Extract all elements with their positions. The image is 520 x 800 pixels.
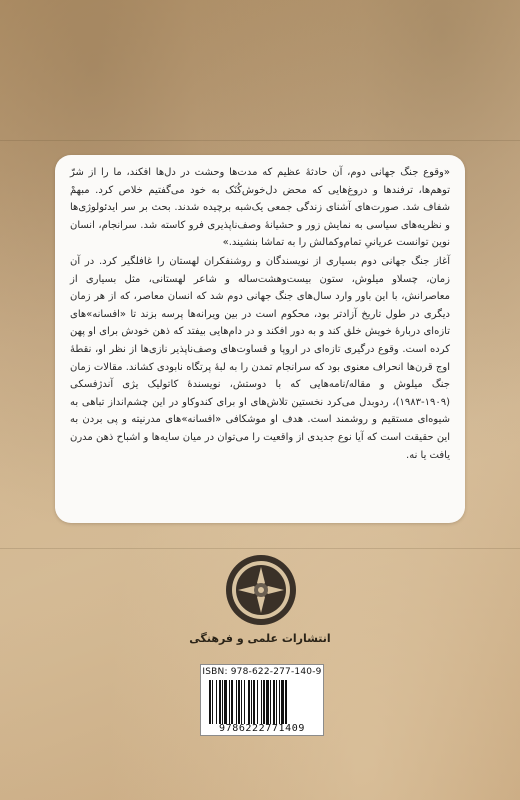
publisher-name: انتشارات علمی و فرهنگی: [189, 632, 331, 645]
barcode-bar: [222, 680, 223, 724]
paper-crease: [0, 140, 520, 141]
blurb-quote-paragraph: «وقوع جنگ جهانی دوم، آن حادثهٔ عظیم که مدت‌ها وحشت در دل‌ها افکند، ما را از شرّ توهم‌ها، ترفندها و دروغ‌هایی که محض دل‌خوش‌کُنَک به خود می‌گفتیم خلاص کرد. مبهم‌ْ شفاف شد. صورت‌های آشنای زندگی جمعی یک‌شبه برچیده شدند. بحث بر سر ایدئولوژی‌ها و نظریه‌های سیاسی به نمایش زور و حشیانهٔ وصف‌ناپذیری فرو کاسته شد. سرانجام، انسان نوین توانست عریانیِ تمام‌وکمالش را به تماشا بنشیند.»: [70, 167, 450, 249]
barcode-bar: [273, 680, 275, 724]
isbn-text: ISBN: 978-622-277-140-9: [202, 667, 322, 677]
paper-crease: [0, 548, 520, 549]
barcode-bar: [270, 680, 271, 724]
barcode-bar: [253, 680, 255, 724]
barcode-bar: [244, 680, 245, 724]
barcode-bar: [263, 680, 265, 724]
publisher-logo-icon: [224, 553, 298, 627]
barcode-bar: [276, 680, 277, 724]
barcode-bar: [212, 680, 213, 724]
barcode-bar: [257, 680, 258, 724]
barcode-bar: [261, 680, 262, 724]
barcode-bar: [216, 680, 217, 724]
barcode-bar: [224, 680, 227, 724]
barcode-bar: [281, 680, 284, 724]
barcode-bar: [238, 680, 240, 724]
barcode-icon: [207, 680, 319, 724]
barcode-bar: [248, 680, 250, 724]
barcode-bar: [236, 680, 237, 724]
barcode-bar: [219, 680, 221, 724]
barcode-bar: [251, 680, 252, 724]
barcode-number: 9786222771409: [218, 723, 306, 734]
barcode-bar: [241, 680, 242, 724]
barcode-bar: [229, 680, 230, 724]
barcode-bar: [279, 680, 280, 724]
barcode-bar: [285, 680, 287, 724]
barcode-bar: [266, 680, 269, 724]
blurb-body-paragraph: آغاز جنگ جهانی دوم بسیاری از نویسندگان و روشنفکران لهستان را غافلگیر کرد. در آن زمان، چسلاو میلوش، ستون بیست‌وهشت‌ساله و شاعر لهستانی، مثل بسیاری از معاصرانش، با این باور وارد سال‌های جنگ جهانی دوم شد که انسان معاصر، که از هر زمان دیگری در طول تاریخ آزادتر بود، محکوم است در بین ویرانه‌ها پرسه بزند تا «افسانه»های تازه‌ای دربارهٔ خویش خلق کند و به دور افکند و در دام‌هایی بیفتد که ذهن خودش برای او پهن کرده است. وقوع درگیری تازه‌ای در اروپا و قساوت‌های وصف‌ناپذیر نازی‌ها از نظر او، نقطهٔ اوج قرن‌ها انحراف معنوی بود که سرانجام تمدن را به لبهٔ پرتگاه نابودی کشاند. مقالات زمان جنگ میلوش و مقاله/نامه‌هایی که با دوستش، نویسندهٔ کاتولیک یژی آندژفسکی (۱۹۰۹-۱۹۸۳)، ردوبدل می‌کرد نخستین تلاش‌های او برای کندوکاو در این چشم‌انداز تباهی به شیوه‌ای مستقیم و روشمند است. هدف او موشکافی «افسانه»های مدرنیته و پی بردن به این حقیقت است که آیا نوع جدیدی از واقعیت را می‌توان در میان سایه‌ها و اشباح ذهن مدرن یافت یا نه.: [70, 255, 450, 461]
barcode-bar: [231, 680, 233, 724]
blurb-panel: [55, 155, 465, 523]
barcode-label: [200, 664, 324, 736]
barcode-bar: [209, 680, 211, 724]
